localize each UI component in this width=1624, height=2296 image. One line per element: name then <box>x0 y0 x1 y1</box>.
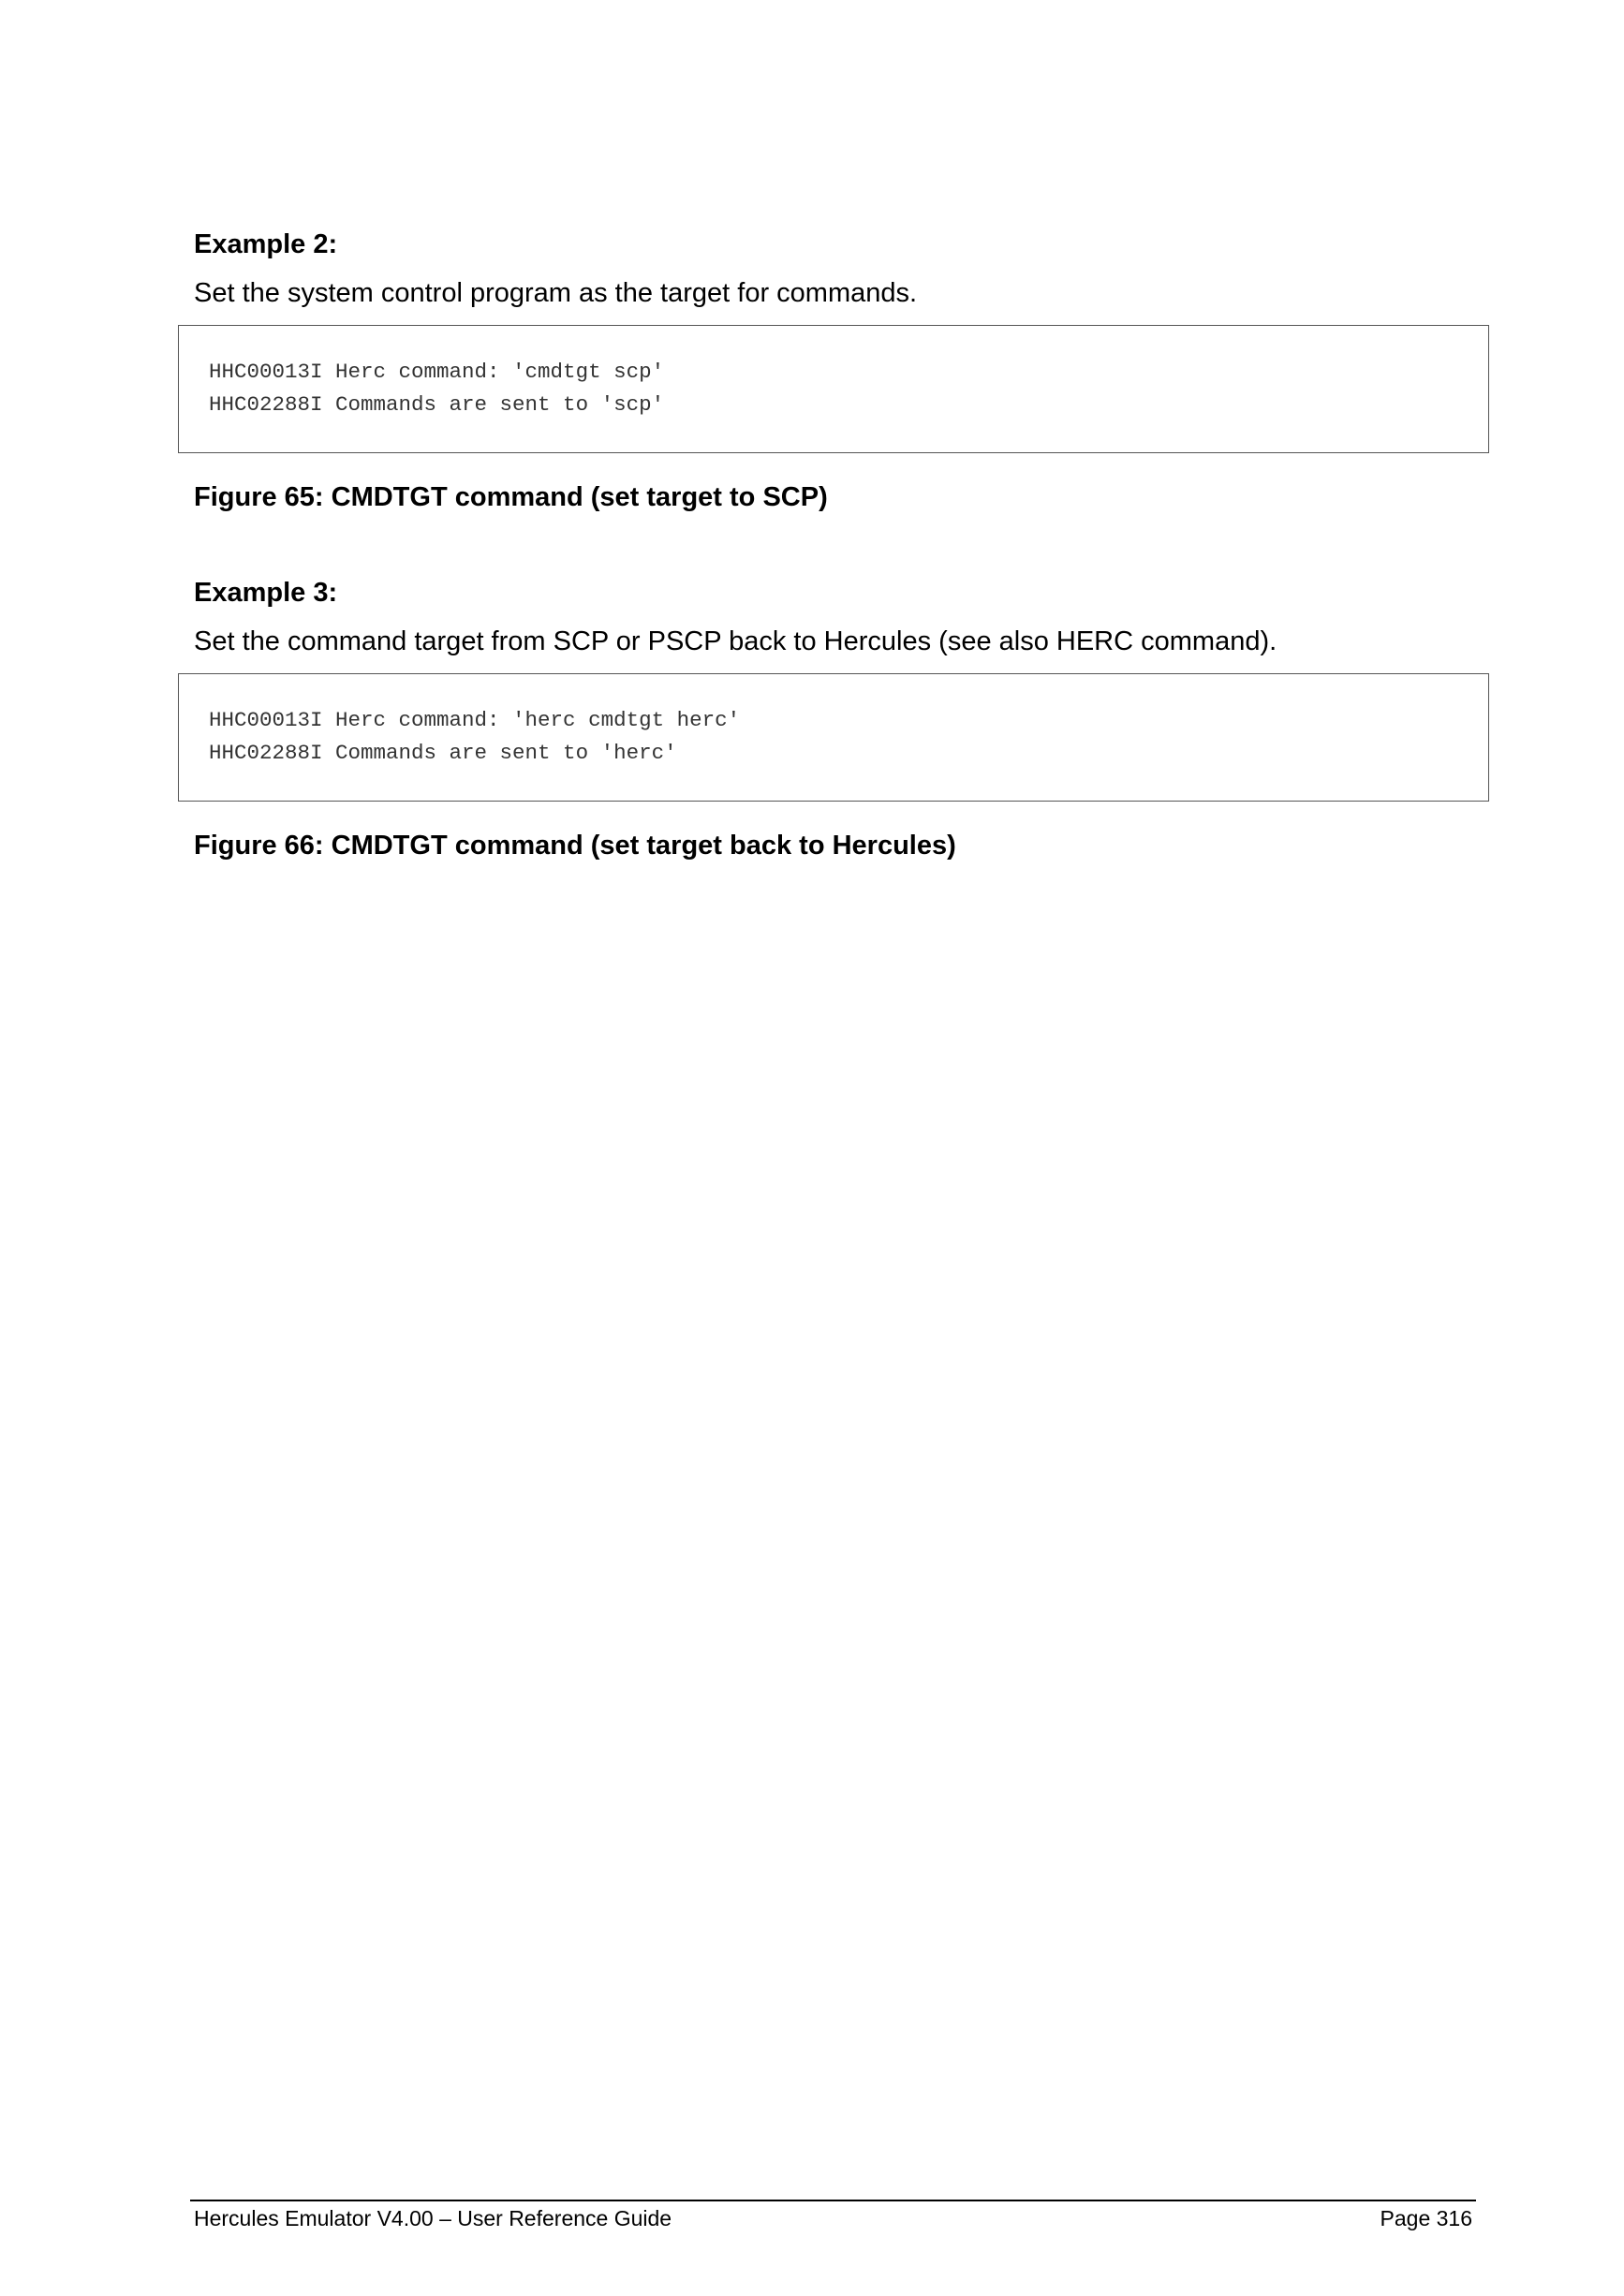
footer-document-title: Hercules Emulator V4.00 – User Reference Guide <box>194 2206 672 2230</box>
example-2-console-output <box>178 325 1489 453</box>
footer-divider <box>190 2200 1476 2201</box>
footer-page-number: Page 316 <box>1380 2206 1472 2230</box>
example-3-console-output <box>178 673 1489 802</box>
console-line: HHC00013I Herc command: 'cmdtgt scp' <box>209 360 665 384</box>
figure-65-caption: Figure 65: CMDTGT command (set target to SCP) <box>194 482 828 512</box>
console-line: HHC00013I Herc command: 'herc cmdtgt herc' <box>209 708 741 732</box>
example-3-heading: Example 3: <box>194 578 338 608</box>
console-line: HHC02288I Commands are sent to 'scp' <box>209 392 665 417</box>
figure-66-caption: Figure 66: CMDTGT command (set target back to Hercules) <box>194 831 956 861</box>
example-2-description: Set the system control program as the target for commands. <box>194 278 918 308</box>
example-3-description: Set the command target from SCP or PSCP back to Hercules (see also HERC command). <box>194 626 1277 656</box>
example-2-heading: Example 2: <box>194 229 338 259</box>
console-line: HHC02288I Commands are sent to 'herc' <box>209 741 677 765</box>
